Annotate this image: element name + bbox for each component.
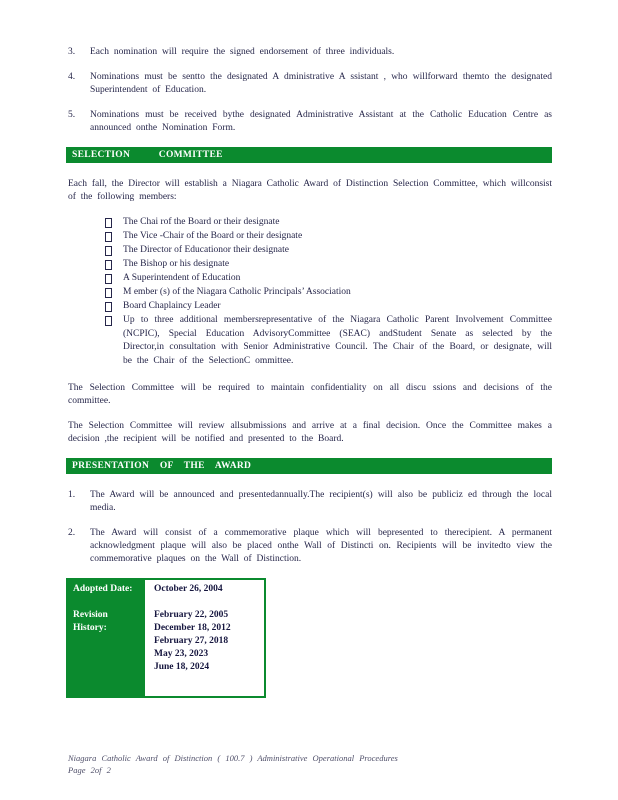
bullet-list-item <box>105 272 552 286</box>
document-content <box>68 46 552 698</box>
selection-intro-paragraph: Each fall, the Director will establish a Niagara Catholic Award of Distinction Selection Committee, which willconsist of the following members: <box>68 179 552 202</box>
item-number: 4. <box>68 72 76 82</box>
committee-member-list <box>68 216 552 368</box>
hollow-box-bullet-icon <box>105 316 112 326</box>
revision-date: June 18, 2024 <box>153 662 210 672</box>
bullet-list-item <box>105 286 552 300</box>
bullet-text: The Chai rof the Board or their designate <box>123 217 280 227</box>
table-row <box>67 606 265 697</box>
footer-page-number: Page 2of 2 <box>68 765 111 775</box>
footer-document-title: Niagara Catholic Award of Distinction ( 100.7 ) Administrative Operational Procedures <box>68 753 398 763</box>
revision-date: May 23, 2023 <box>153 649 209 659</box>
revision-date: December 18, 2012 <box>153 623 231 633</box>
item-text: The Award will be announced and presentedannually.The recipient(s) will also be publiciz ed through the local media. <box>90 490 552 513</box>
adopted-date-value: October 26, 2004 <box>145 579 265 606</box>
hollow-box-bullet-icon <box>105 274 112 284</box>
revision-history-label: Revision History: <box>67 606 145 697</box>
hollow-box-bullet-icon <box>105 260 112 270</box>
numbered-item-3 <box>68 46 552 59</box>
table-row <box>67 579 265 606</box>
item-number: 2. <box>68 528 76 538</box>
hollow-box-bullet-icon <box>105 246 112 256</box>
revision-date: February 27, 2018 <box>153 636 229 646</box>
bullet-list-item <box>105 258 552 272</box>
bullet-text: A Superintendent of Education <box>123 273 241 283</box>
bullet-text: The Vice -Chair of the Board or their designate <box>123 231 303 241</box>
item-number: 1. <box>68 490 76 500</box>
adopted-date-label: Adopted Date: <box>67 579 145 606</box>
final-decision-paragraph: The Selection Committee will review allsubmissions and arrive at a final decision. Once the Committee makes a decision ,the recipient will be notified and presented to the Board. <box>68 421 552 444</box>
bullet-list-item <box>105 244 552 258</box>
bullet-list-item <box>105 216 552 230</box>
bullet-list-item <box>105 300 552 314</box>
section-header-selection-committee <box>66 147 552 163</box>
item-text: Each nomination will require the signed endorsement of three individuals. <box>90 47 395 57</box>
bullet-list-item <box>105 314 552 368</box>
page-footer <box>68 752 398 776</box>
adoption-revision-table <box>66 578 266 698</box>
numbered-item-2 <box>68 527 552 566</box>
section-title: PRESENTATION OF THE AWARD <box>72 461 252 471</box>
confidentiality-paragraph: The Selection Committee will be required to maintain confidentiality on all discu ssions and decisions of the committee. <box>68 383 552 406</box>
item-text: Nominations must be sentto the designated A dministrative A ssistant , who willforward themto the designated Superintendent of Education. <box>90 72 552 95</box>
section-title: SELECTION COMMITTEE <box>72 150 223 160</box>
hollow-box-bullet-icon <box>105 288 112 298</box>
item-number: 3. <box>68 47 76 57</box>
numbered-item-5 <box>68 109 552 135</box>
hollow-box-bullet-icon <box>105 232 112 242</box>
numbered-item-1 <box>68 489 552 515</box>
bullet-text: The Director of Educationor their designate <box>123 245 289 255</box>
bullet-text: M ember (s) of the Niagara Catholic Principals’ Association <box>123 287 351 297</box>
bullet-text: The Bishop or his designate <box>123 259 230 269</box>
revision-history-values <box>145 606 265 697</box>
bullet-text: Board Chaplaincy Leader <box>123 301 221 311</box>
item-text: The Award will consist of a commemorative plaque which will bepresented to therecipient. A permanent acknowledgment plaque will also be placed onthe Wall of Distincti on. Recipients will be invitedto view the commemorative plaques on the Wall of Distinction. <box>90 528 552 564</box>
bullet-list-item <box>105 230 552 244</box>
numbered-item-4 <box>68 71 552 97</box>
item-text: Nominations must be received bythe designated Administrative Assistant at the Catholic Education Centre as announced onthe Nomination Form. <box>90 110 552 133</box>
item-number: 5. <box>68 110 76 120</box>
hollow-box-bullet-icon <box>105 218 112 228</box>
bullet-text: Up to three additional membersrepresentative of the Niagara Catholic Parent Involvement Committee (NCPIC), Special Education AdvisoryCommittee (SEAC) andStudent Senate as selected by the Director,in consultation with Senior Administrative Council. The Chair of the Board, or designate, will be the Chair of the SelectionC ommittee. <box>123 315 552 366</box>
hollow-box-bullet-icon <box>105 302 112 312</box>
revision-date: February 22, 2005 <box>153 610 229 620</box>
section-header-presentation-of-award <box>66 458 552 474</box>
